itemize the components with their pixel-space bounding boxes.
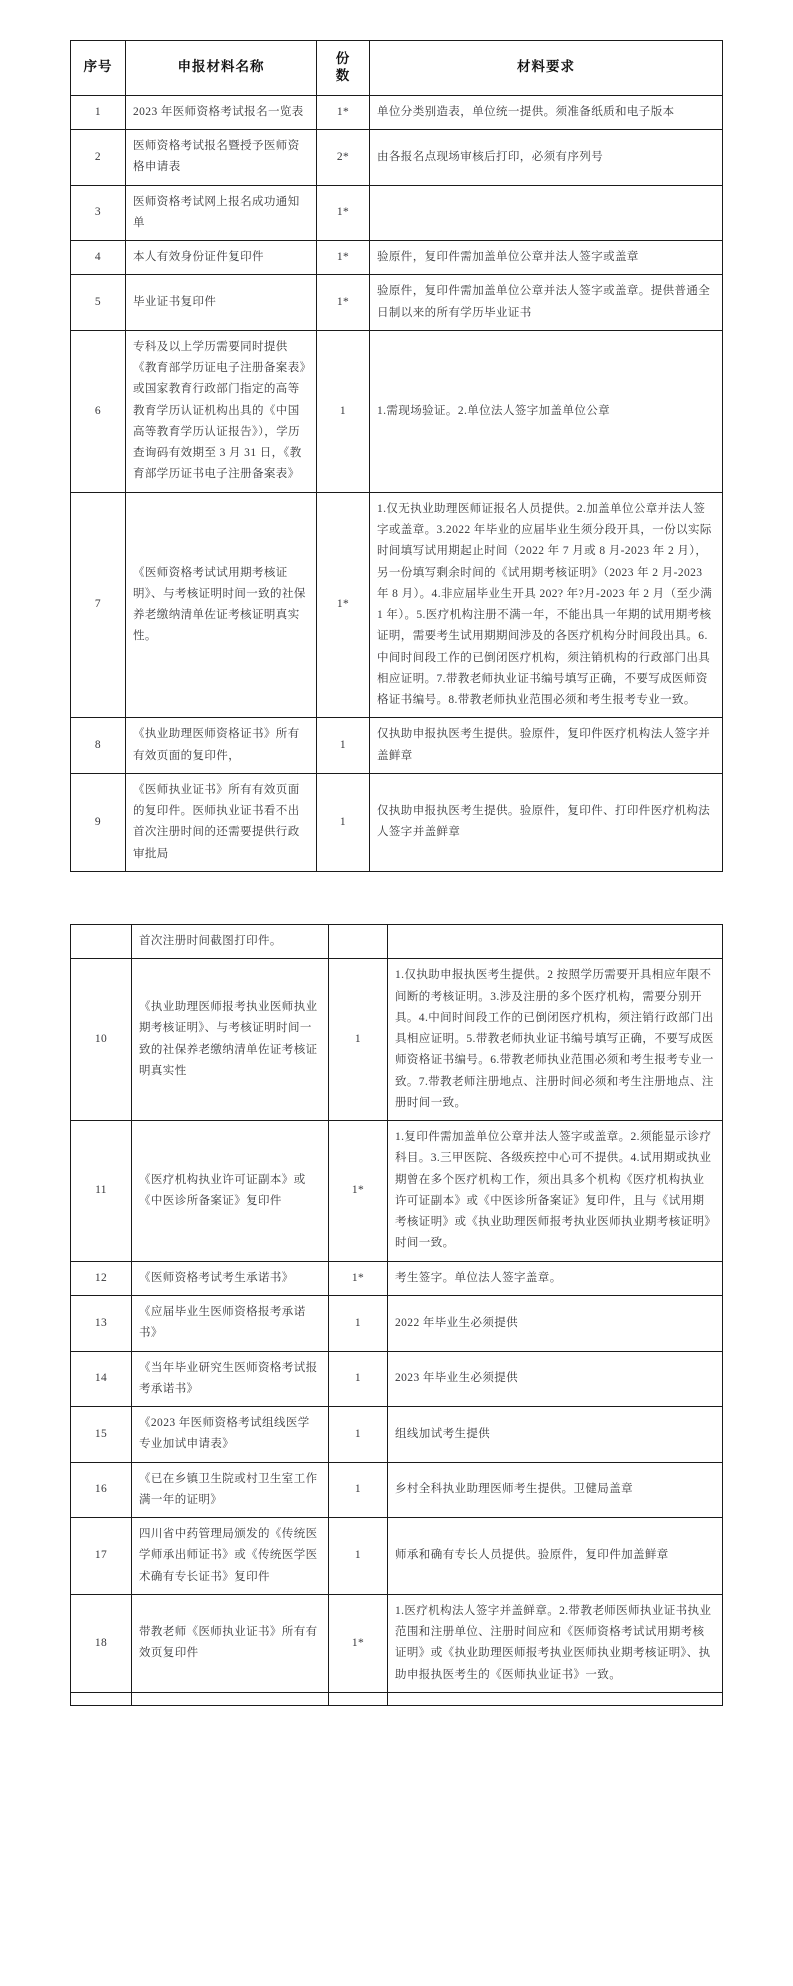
materials-table-part-2 — [70, 924, 723, 1706]
table-row — [71, 1692, 723, 1705]
row-name: 《医师执业证书》所有有效页面的复印件。医师执业证书看不出首次注册时间的还需要提供行政审批局 — [126, 773, 317, 871]
table-row — [71, 492, 723, 718]
row-name: 《2023 年医师资格考试组线医学专业加试申请表》 — [132, 1407, 329, 1463]
row-name: 《医师资格考试试用期考核证明》、与考核证明时间一致的社保养老缴纳清单佐证考核证明真实性。 — [126, 492, 317, 718]
row-name — [132, 1692, 329, 1705]
row-no: 7 — [71, 492, 126, 718]
table-row — [71, 330, 723, 492]
table-row — [71, 1351, 723, 1407]
row-req: 仅执助申报执医考生提供。验原件，复印件医疗机构法人签字并盖鲜章 — [370, 718, 723, 774]
row-req: 组线加试考生提供 — [388, 1407, 723, 1463]
row-req — [370, 185, 723, 241]
row-name: 《应届毕业生医师资格报考承诺书》 — [132, 1295, 329, 1351]
row-no: 10 — [71, 959, 132, 1121]
row-req: 2022 年毕业生必须提供 — [388, 1295, 723, 1351]
row-name: 本人有效身份证件复印件 — [126, 241, 317, 275]
row-no: 1 — [71, 95, 126, 129]
row-no: 2 — [71, 130, 126, 186]
row-name: 《当年毕业研究生医师资格考试报考承诺书》 — [132, 1351, 329, 1407]
row-no: 3 — [71, 185, 126, 241]
row-req: 验原件，复印件需加盖单位公章并法人签字或盖章。提供普通全日制以来的所有学历毕业证书 — [370, 275, 723, 331]
row-qty: 1* — [317, 275, 370, 331]
header-row — [71, 41, 723, 96]
table-row — [71, 130, 723, 186]
row-qty: 1 — [329, 1462, 388, 1518]
row-qty: 1 — [317, 773, 370, 871]
row-name: 《执业助理医师资格证书》所有有效页面的复印件， — [126, 718, 317, 774]
column-header-qty — [317, 41, 370, 96]
row-name: 医师资格考试网上报名成功通知单 — [126, 185, 317, 241]
table-row — [71, 95, 723, 129]
row-name: 专科及以上学历需要同时提供《教育部学历证电子注册备案表》或国家教育行政部门指定的高等教育学历认证机构出具的《中国高等教育学历认证报告》），学历查询码有效期至 3 月 31 日，《教育部学历证书电子注册备案表》 — [126, 330, 317, 492]
row-req: 1.仅执助申报执医考生提供。2 按照学历需要开具相应年限不间断的考核证明。3.涉及注册的多个医疗机构，需要分别开具。4.中间时间段工作的已倒闭医疗机构，须注销行政部门出具相应证明。5.带教老师执业证书编号填写正确，不要写成医师资格证书编号。6.带教老师执业范围必须和考生报考专业一致。7.带教老师注册地点、注册时间必须和考生注册地点、注册时间一致。 — [388, 959, 723, 1121]
row-no: 18 — [71, 1594, 132, 1692]
row-qty: 1 — [329, 1351, 388, 1407]
row-qty: 1* — [329, 1594, 388, 1692]
column-header-req: 材料要求 — [370, 41, 723, 96]
row-req: 1.复印件需加盖单位公章并法人签字或盖章。2.须能显示诊疗科目。3.三甲医院、各级疾控中心可不提供。4.试用期或执业期曾在多个医疗机构工作，须出具多个机构《医疗机构执业许可证副本》或《中医诊所备案证》复印件，且与《试用期考核证明》或《执业助理医师报考执业医师执业期考核证明》时间一致。 — [388, 1121, 723, 1262]
column-header-no: 序号 — [71, 41, 126, 96]
row-no: 17 — [71, 1518, 132, 1595]
row-no — [71, 1692, 132, 1705]
row-req: 考生签字。单位法人签字盖章。 — [388, 1261, 723, 1295]
row-qty — [329, 924, 388, 958]
table-row — [71, 718, 723, 774]
row-no: 13 — [71, 1295, 132, 1351]
row-qty: 1 — [329, 1407, 388, 1463]
row-qty: 1* — [317, 241, 370, 275]
page-break-gap — [70, 872, 723, 924]
row-name: 《执业助理医师报考执业医师执业期考核证明》、与考核证明时间一致的社保养老缴纳清单佐证考核证明真实性 — [132, 959, 329, 1121]
table-row — [71, 185, 723, 241]
column-header-qty-line2: 数 — [335, 67, 351, 83]
row-qty: 1* — [329, 1261, 388, 1295]
row-name: 毕业证书复印件 — [126, 275, 317, 331]
column-header-qty-line1: 份 — [335, 51, 351, 66]
row-qty: 2* — [317, 130, 370, 186]
row-req: 由各报名点现场审核后打印，必须有序列号 — [370, 130, 723, 186]
row-qty: 1 — [329, 959, 388, 1121]
table-row — [71, 1518, 723, 1595]
row-no: 12 — [71, 1261, 132, 1295]
column-header-name: 申报材料名称 — [126, 41, 317, 96]
row-no — [71, 924, 132, 958]
table-row — [71, 241, 723, 275]
table-row — [71, 1295, 723, 1351]
table-row — [71, 773, 723, 871]
row-no: 15 — [71, 1407, 132, 1463]
table-row — [71, 1594, 723, 1692]
row-req: 1.需现场验证。2.单位法人签字加盖单位公章 — [370, 330, 723, 492]
row-req: 仅执助申报执医考生提供。验原件，复印件、打印件医疗机构法人签字并盖鲜章 — [370, 773, 723, 871]
row-name: 首次注册时间截图打印件。 — [132, 924, 329, 958]
row-qty: 1 — [329, 1295, 388, 1351]
table-row — [71, 1261, 723, 1295]
table-body-part-1 — [71, 95, 723, 871]
table-row — [71, 1407, 723, 1463]
row-no: 16 — [71, 1462, 132, 1518]
row-qty: 1 — [317, 718, 370, 774]
row-no: 8 — [71, 718, 126, 774]
row-name: 医师资格考试报名暨授予医师资格申请表 — [126, 130, 317, 186]
row-qty — [329, 1692, 388, 1705]
row-req: 师承和确有专长人员提供。验原件，复印件加盖鲜章 — [388, 1518, 723, 1595]
row-name: 《医师资格考试考生承诺书》 — [132, 1261, 329, 1295]
row-no: 6 — [71, 330, 126, 492]
row-name: 《已在乡镇卫生院或村卫生室工作满一年的证明》 — [132, 1462, 329, 1518]
row-req: 1.仅无执业助理医师证报名人员提供。2.加盖单位公章并法人签字或盖章。3.2022 年毕业的应届毕业生须分段开具，一份以实际时间填写试用期起止时间（2022 年 7 月或 8 月-2023 年 2 月），另一份填写剩余时间的《试用期考核证明》（2023 年 2 月-2023 年 8 月）。4.非应届毕业生开具 202? 年?月-2023 年 2 月（至少满 1 年）。5.医疗机构注册不满一年，不能出具一年期的试用期考核证明，需要考生试用期期间涉及的各医疗机构分时间段出具。6.中间时间段工作的已倒闭医疗机构，须注销机构的行政部门出具相应证明。7.带教老师执业证书编号填写正确，不要写成医师资格证书编号。8.带教老师执业范围必须和考生报考专业一致。 — [370, 492, 723, 718]
row-req — [388, 1692, 723, 1705]
row-req: 验原件，复印件需加盖单位公章并法人签字或盖章 — [370, 241, 723, 275]
table-row — [71, 959, 723, 1121]
row-qty: 1 — [317, 330, 370, 492]
row-name: 四川省中药管理局颁发的《传统医学师承出师证书》或《传统医学医术确有专长证书》复印件 — [132, 1518, 329, 1595]
table-body-part-2 — [71, 924, 723, 1705]
table-header — [71, 41, 723, 96]
row-qty: 1* — [317, 185, 370, 241]
table-row — [71, 1121, 723, 1262]
row-no: 14 — [71, 1351, 132, 1407]
row-qty: 1* — [317, 492, 370, 718]
row-qty: 1* — [329, 1121, 388, 1262]
row-no: 9 — [71, 773, 126, 871]
row-no: 5 — [71, 275, 126, 331]
table-row — [71, 1462, 723, 1518]
row-qty: 1 — [329, 1518, 388, 1595]
row-name: 带教老师《医师执业证书》所有有效页复印件 — [132, 1594, 329, 1692]
row-no: 11 — [71, 1121, 132, 1262]
table-row — [71, 275, 723, 331]
materials-table-part-1 — [70, 40, 723, 872]
row-req: 1.医疗机构法人签字并盖鲜章。2.带教老师医师执业证书执业范围和注册单位、注册时间应和《医师资格考试试用期考核证明》或《执业助理医师报考执业医师执业期考核证明》、执助申报执医考生的《医师执业证书》一致。 — [388, 1594, 723, 1692]
row-name: 《医疗机构执业许可证副本》或《中医诊所备案证》复印件 — [132, 1121, 329, 1262]
row-req: 乡村全科执业助理医师考生提供。卫健局盖章 — [388, 1462, 723, 1518]
row-req — [388, 924, 723, 958]
row-req: 单位分类别造表，单位统一提供。须准备纸质和电子版本 — [370, 95, 723, 129]
row-name: 2023 年医师资格考试报名一览表 — [126, 95, 317, 129]
row-qty: 1* — [317, 95, 370, 129]
row-req: 2023 年毕业生必须提供 — [388, 1351, 723, 1407]
row-no: 4 — [71, 241, 126, 275]
table-row — [71, 924, 723, 958]
